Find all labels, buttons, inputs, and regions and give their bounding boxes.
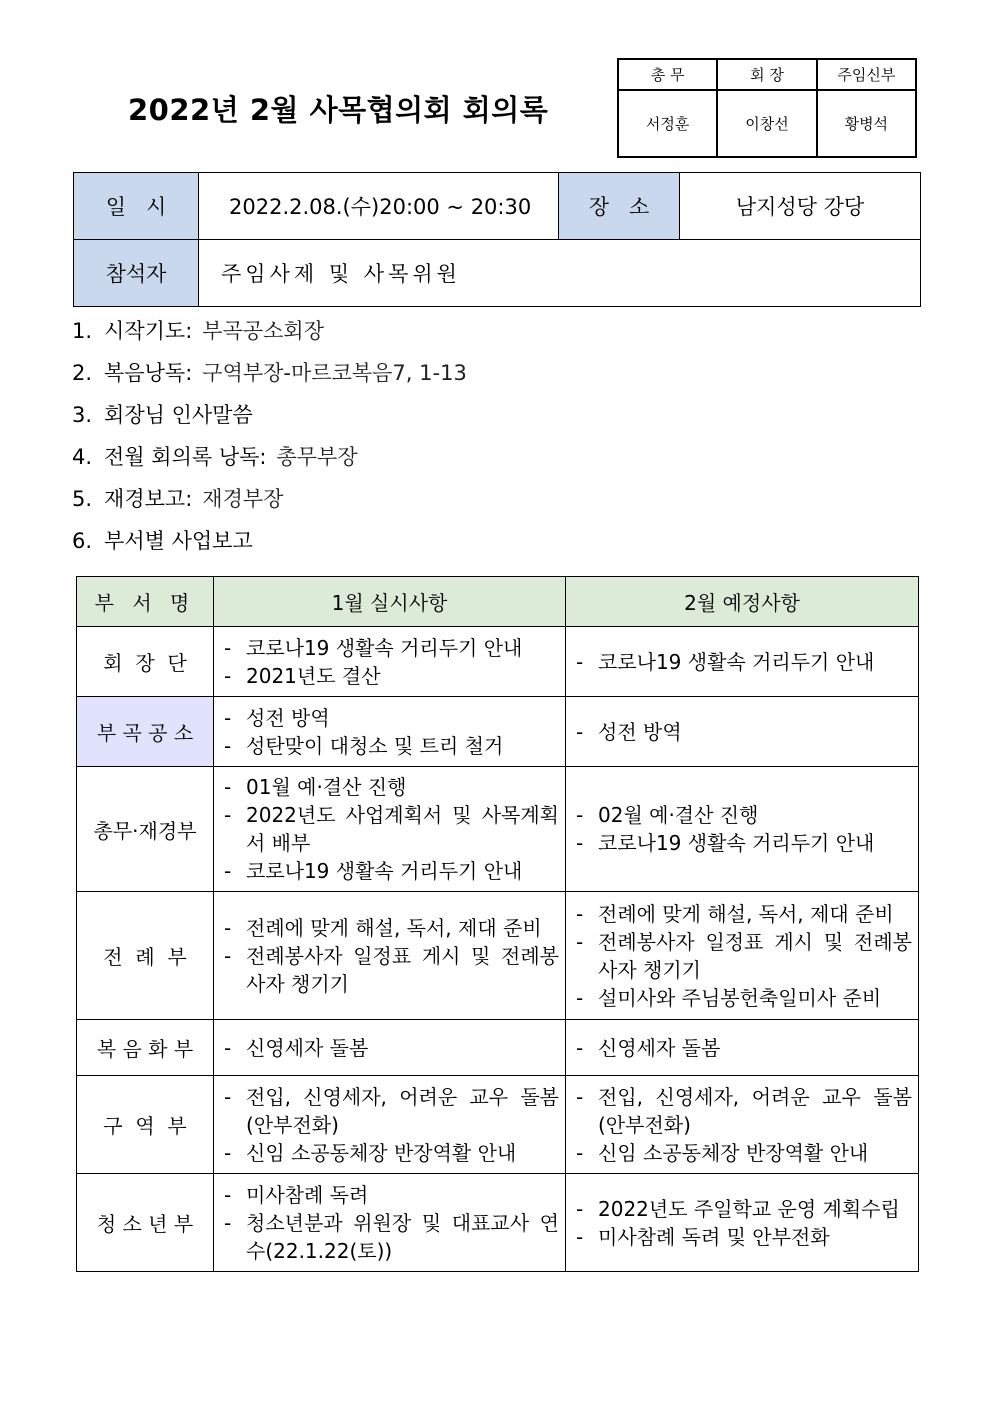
agenda-label: 시작기도: (104, 319, 193, 343)
department-reports-table (76, 576, 919, 1272)
list-item: - 신임 소공동체장 반장역활 안내 (220, 1139, 559, 1167)
approval-sign-president: 이창선 (717, 90, 816, 157)
list-item: - 코로나19 생활속 거리두기 안내 (220, 857, 559, 885)
department-name: 총무·재경부 (77, 767, 214, 892)
table-row (77, 697, 919, 767)
list-item: - 코로나19 생활속 거리두기 안내 (572, 648, 912, 676)
agenda-label: 재경보고: (104, 487, 193, 511)
agenda-label: 전월 회의록 낭독: (104, 445, 267, 469)
agenda-item (72, 523, 467, 565)
agenda-number: 6. (72, 529, 93, 553)
department-name: 복 음 화 부 (77, 1020, 214, 1076)
agenda-label: 회장님 인사말씀 (104, 403, 253, 427)
agenda-number: 1. (72, 319, 93, 343)
list-item: - 신임 소공동체장 반장역활 안내 (572, 1139, 912, 1167)
list-item: - 성탄맞이 대청소 및 트리 철거 (220, 732, 559, 760)
approval-header-secretary: 총 무 (618, 59, 717, 90)
list-item: - 성전 방역 (572, 718, 912, 746)
approval-sign-pastor: 황병석 (817, 90, 916, 157)
page-title: 2022년 2월 사목협의회 회의록 (128, 93, 549, 127)
list-item: - 청소년분과 위원장 및 대표교사 연수(22.1.22(토)) (220, 1209, 559, 1265)
list-item: - 성전 방역 (220, 704, 559, 732)
list-item: - 코로나19 생활속 거리두기 안내 (572, 829, 912, 857)
list-item: - 전례에 맞게 해설, 독서, 제대 준비 (572, 900, 912, 928)
agenda-value: 총무부장 (276, 445, 358, 469)
list-item: - 2022년도 주일학교 운영 계획수립 (572, 1195, 912, 1223)
list-item: - 전례봉사자 일정표 게시 및 전례봉사자 챙기기 (572, 928, 912, 984)
agenda-value: 구역부장-마르코복음7, 1-13 (202, 361, 467, 385)
department-name: 부 곡 공 소 (77, 697, 214, 767)
header-department: 부 서 명 (77, 577, 214, 627)
department-name: 회 장 단 (77, 627, 214, 697)
table-row (77, 1174, 919, 1272)
place-value: 남지성당 강당 (680, 173, 921, 240)
approval-box (617, 58, 917, 158)
table-row (77, 1076, 919, 1174)
attendees-value: 주임사제 및 사목위원 (199, 240, 921, 307)
list-item: - 코로나19 생활속 거리두기 안내 (220, 634, 559, 662)
date-label: 일 시 (74, 173, 199, 240)
agenda-label: 부서별 사업보고 (104, 529, 253, 553)
approval-sign-secretary: 서정훈 (618, 90, 717, 157)
date-value: 2022.2.08.(수)20:00 ~ 20:30 (199, 173, 559, 240)
agenda-number: 2. (72, 361, 93, 385)
attendees-label: 참석자 (74, 240, 199, 307)
agenda-item (72, 313, 467, 355)
agenda-number: 5. (72, 487, 93, 511)
list-item: - 02월 예·결산 진행 (572, 801, 912, 829)
agenda-list (72, 313, 467, 565)
header-february: 2월 예정사항 (566, 577, 919, 627)
department-name: 전 례 부 (77, 892, 214, 1020)
table-row (77, 767, 919, 892)
agenda-item (72, 481, 467, 523)
table-row (77, 892, 919, 1020)
approval-header-president: 회 장 (717, 59, 816, 90)
agenda-number: 3. (72, 403, 93, 427)
header-january: 1월 실시사항 (214, 577, 566, 627)
agenda-item (72, 397, 467, 439)
list-item: - 전입, 신영세자, 어려운 교우 돌봄(안부전화) (220, 1083, 559, 1139)
table-row (77, 1020, 919, 1076)
list-item: - 미사참례 독려 및 안부전화 (572, 1223, 912, 1251)
agenda-value: 부곡공소회장 (202, 319, 324, 343)
meeting-info-table (73, 172, 921, 307)
approval-header-pastor: 주임신부 (817, 59, 916, 90)
list-item: - 설미사와 주님봉헌축일미사 준비 (572, 984, 912, 1012)
agenda-value: 재경부장 (202, 487, 284, 511)
department-name: 구 역 부 (77, 1076, 214, 1174)
list-item: - 신영세자 돌봄 (220, 1034, 559, 1062)
agenda-label: 복음낭독: (104, 361, 193, 385)
department-name: 청 소 년 부 (77, 1174, 214, 1272)
list-item: - 2022년도 사업계획서 및 사목계획서 배부 (220, 801, 559, 857)
list-item: - 미사참례 독려 (220, 1181, 559, 1209)
agenda-item (72, 355, 467, 397)
list-item: - 전입, 신영세자, 어려운 교우 돌봄(안부전화) (572, 1083, 912, 1139)
list-item: - 전례에 맞게 해설, 독서, 제대 준비 (220, 914, 559, 942)
list-item: - 2021년도 결산 (220, 662, 559, 690)
agenda-number: 4. (72, 445, 93, 469)
list-item: - 신영세자 돌봄 (572, 1034, 912, 1062)
list-item: - 01월 예·결산 진행 (220, 773, 559, 801)
table-header-row (77, 577, 919, 627)
place-label: 장 소 (559, 173, 680, 240)
table-row (77, 627, 919, 697)
agenda-item (72, 439, 467, 481)
list-item: - 전례봉사자 일정표 게시 및 전례봉사자 챙기기 (220, 942, 559, 998)
